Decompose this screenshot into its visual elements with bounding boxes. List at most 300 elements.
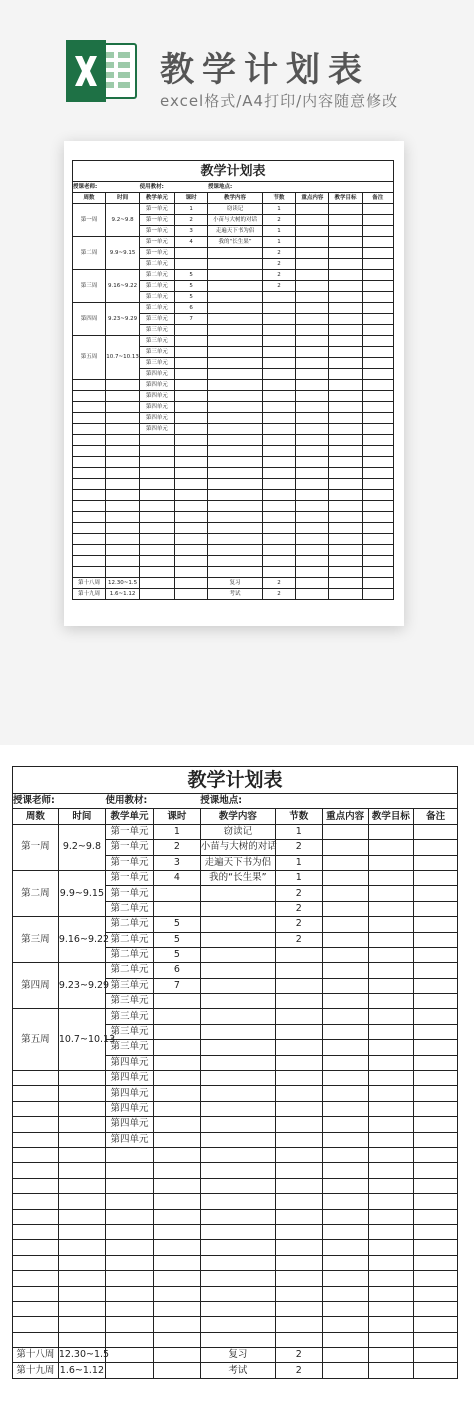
empty-cell (275, 1255, 322, 1270)
empty-cell (322, 870, 368, 885)
time-cell (106, 523, 140, 534)
unit-cell: 第一单元 (105, 870, 153, 885)
empty-cell (296, 325, 329, 336)
empty-cell (174, 490, 208, 501)
empty-cell (200, 1086, 275, 1101)
week-cell: 第十九周 (13, 1363, 59, 1378)
empty-cell (329, 369, 362, 380)
empty-cell (329, 490, 362, 501)
lessons-cell (262, 347, 296, 358)
content-cell (200, 963, 275, 978)
empty-cell (322, 1301, 368, 1316)
week-cell (73, 468, 106, 479)
content-cell: 复习 (208, 578, 262, 589)
lessons-cell (275, 947, 322, 962)
time-cell (106, 413, 140, 424)
empty-cell (296, 303, 329, 314)
time-cell (58, 1224, 105, 1239)
empty-cell (200, 1209, 275, 1224)
table-row (73, 578, 394, 589)
empty-cell (362, 589, 394, 600)
empty-cell (275, 1301, 322, 1316)
unit-cell: 第二单元 (140, 281, 175, 292)
empty-cell (414, 870, 458, 885)
content-cell (200, 1040, 275, 1055)
table-row (73, 490, 394, 501)
empty-cell (368, 870, 414, 885)
empty-cell (296, 435, 329, 446)
table-row (73, 380, 394, 391)
empty-cell (329, 435, 362, 446)
empty-cell (414, 840, 458, 855)
empty-cell (362, 446, 394, 457)
unit-cell: 第四单元 (140, 424, 175, 435)
empty-cell (296, 358, 329, 369)
empty-cell (368, 917, 414, 932)
table-row (73, 479, 394, 490)
empty-cell (414, 1209, 458, 1224)
unit-cell (140, 479, 175, 490)
content-cell (208, 325, 262, 336)
table-row (73, 446, 394, 457)
unit-cell: 第三单元 (140, 347, 175, 358)
week-cell: 第十九周 (73, 589, 106, 600)
empty-cell (200, 1071, 275, 1086)
time-cell: 10.7~10.13 (58, 1009, 105, 1071)
unit-cell: 第四单元 (105, 1055, 153, 1070)
lessons-cell (275, 963, 322, 978)
content-cell (200, 1009, 275, 1024)
empty-cell (296, 314, 329, 325)
textbook-label: 使用教材: (140, 182, 208, 193)
time-cell (106, 402, 140, 413)
empty-cell (275, 1132, 322, 1147)
empty-cell (368, 1194, 414, 1209)
unit-cell: 第二单元 (105, 947, 153, 962)
empty-cell (262, 402, 296, 413)
empty-cell (322, 1024, 368, 1039)
table-row (73, 567, 394, 578)
empty-cell (329, 215, 362, 226)
empty-cell (362, 457, 394, 468)
content-cell: 窃读记 (200, 824, 275, 839)
empty-cell (322, 978, 368, 993)
empty-cell (275, 1117, 322, 1132)
time-cell (58, 1086, 105, 1101)
empty-cell (362, 512, 394, 523)
hours-cell (174, 589, 208, 600)
empty-cell (322, 1101, 368, 1116)
empty-cell (322, 1086, 368, 1101)
empty-cell (362, 545, 394, 556)
unit-cell (140, 589, 175, 600)
week-cell (13, 1117, 59, 1132)
unit-cell: 第三单元 (140, 325, 175, 336)
unit-cell (140, 545, 175, 556)
content-cell (200, 1024, 275, 1039)
empty-cell (154, 1147, 201, 1162)
sheet-full (12, 766, 458, 1379)
empty-cell (414, 1101, 458, 1116)
lessons-cell: 2 (262, 259, 296, 270)
time-cell (58, 1332, 105, 1347)
week-cell (73, 512, 106, 523)
empty-cell (322, 886, 368, 901)
hours-cell (154, 901, 201, 916)
column-header: 课时 (174, 193, 208, 204)
empty-cell (368, 1240, 414, 1255)
empty-cell (368, 824, 414, 839)
time-cell (58, 1101, 105, 1116)
unit-cell: 第二单元 (105, 963, 153, 978)
content-cell (208, 314, 262, 325)
empty-cell (414, 886, 458, 901)
empty-cell (322, 901, 368, 916)
empty-cell (154, 1071, 201, 1086)
hours-cell: 7 (174, 314, 208, 325)
empty-cell (368, 1271, 414, 1286)
empty-cell (414, 1317, 458, 1332)
empty-cell (362, 413, 394, 424)
empty-cell (362, 325, 394, 336)
empty-cell (262, 501, 296, 512)
week-cell (73, 424, 106, 435)
empty-cell (329, 270, 362, 281)
empty-cell (275, 1086, 322, 1101)
time-cell (106, 457, 140, 468)
empty-cell (329, 248, 362, 259)
time-cell (58, 1286, 105, 1301)
unit-cell: 第一单元 (140, 215, 175, 226)
table-row (73, 457, 394, 468)
week-cell (73, 523, 106, 534)
time-cell (58, 1317, 105, 1332)
unit-cell: 第三单元 (105, 1040, 153, 1055)
empty-cell (296, 545, 329, 556)
location-label: 授课地点: (208, 182, 394, 193)
empty-cell (329, 391, 362, 402)
unit-cell: 第三单元 (105, 1024, 153, 1039)
empty-cell (154, 1286, 201, 1301)
content-cell (208, 347, 262, 358)
empty-cell (414, 1178, 458, 1193)
empty-cell (296, 567, 329, 578)
empty-cell (208, 435, 262, 446)
empty-cell (414, 1055, 458, 1070)
location-label: 授课地点: (200, 794, 457, 809)
table-row (13, 1286, 458, 1301)
hours-cell (174, 369, 208, 380)
empty-cell (322, 1071, 368, 1086)
unit-cell: 第四单元 (140, 391, 175, 402)
empty-cell (414, 1332, 458, 1347)
empty-cell (368, 840, 414, 855)
time-cell (58, 1194, 105, 1209)
empty-cell (362, 336, 394, 347)
empty-cell (296, 534, 329, 545)
column-header: 重点内容 (296, 193, 329, 204)
hours-cell: 4 (154, 870, 201, 885)
column-header: 教学内容 (208, 193, 262, 204)
week-cell: 第二周 (13, 870, 59, 916)
empty-cell (154, 1132, 201, 1147)
lessons-cell (275, 1024, 322, 1039)
empty-cell (414, 1132, 458, 1147)
empty-cell (362, 369, 394, 380)
empty-cell (262, 545, 296, 556)
empty-cell (154, 1240, 201, 1255)
empty-cell (208, 413, 262, 424)
empty-cell (368, 1147, 414, 1162)
empty-cell (368, 1255, 414, 1270)
content-cell (208, 259, 262, 270)
week-cell (13, 1317, 59, 1332)
empty-cell (329, 259, 362, 270)
unit-cell: 第二单元 (140, 303, 175, 314)
empty-cell (296, 402, 329, 413)
empty-cell (296, 391, 329, 402)
column-header: 时间 (106, 193, 140, 204)
empty-cell (329, 347, 362, 358)
content-cell: 考试 (208, 589, 262, 600)
hours-cell: 6 (174, 303, 208, 314)
week-cell (73, 402, 106, 413)
week-cell (13, 1255, 59, 1270)
hours-cell: 5 (174, 281, 208, 292)
empty-cell (322, 1194, 368, 1209)
table-row (13, 1086, 458, 1101)
table-row (13, 1317, 458, 1332)
empty-cell (174, 512, 208, 523)
time-cell: 9.16~9.22 (58, 917, 105, 963)
empty-cell (368, 1009, 414, 1024)
time-cell (106, 424, 140, 435)
empty-cell (154, 1101, 201, 1116)
empty-cell (275, 1194, 322, 1209)
hours-cell (174, 347, 208, 358)
column-header: 课时 (154, 809, 201, 824)
hours-cell: 5 (174, 292, 208, 303)
empty-cell (368, 1178, 414, 1193)
column-header: 节数 (275, 809, 322, 824)
lessons-cell: 1 (275, 870, 322, 885)
empty-cell (296, 259, 329, 270)
empty-cell (296, 215, 329, 226)
unit-cell (140, 468, 175, 479)
empty-cell (174, 534, 208, 545)
empty-cell (174, 413, 208, 424)
hours-cell (154, 994, 201, 1009)
table-row (13, 824, 458, 839)
banner-subtitle: excel格式/A4打印/内容随意修改 (160, 92, 399, 110)
empty-cell (368, 1301, 414, 1316)
unit-cell: 第二单元 (105, 917, 153, 932)
column-header: 教学目标 (329, 193, 362, 204)
empty-cell (322, 855, 368, 870)
empty-cell (362, 314, 394, 325)
teacher-label: 授课老师: (73, 182, 140, 193)
empty-cell (368, 947, 414, 962)
empty-cell (414, 1024, 458, 1039)
empty-cell (200, 1332, 275, 1347)
empty-cell (262, 534, 296, 545)
unit-cell: 第二单元 (140, 259, 175, 270)
empty-cell (414, 901, 458, 916)
week-cell (13, 1163, 59, 1178)
week-cell (73, 380, 106, 391)
empty-cell (154, 1209, 201, 1224)
empty-cell (368, 1117, 414, 1132)
hours-cell (154, 1040, 201, 1055)
time-cell: 9.9~9.15 (58, 870, 105, 916)
empty-cell (329, 380, 362, 391)
empty-cell (322, 1224, 368, 1239)
empty-cell (275, 1317, 322, 1332)
content-cell (200, 917, 275, 932)
table-row (73, 237, 394, 248)
unit-cell: 第二单元 (140, 270, 175, 281)
empty-cell (322, 1055, 368, 1070)
empty-cell (414, 1286, 458, 1301)
empty-cell (362, 292, 394, 303)
week-cell (73, 457, 106, 468)
empty-cell (154, 1271, 201, 1286)
time-cell (58, 1117, 105, 1132)
content-cell (208, 281, 262, 292)
empty-cell (362, 347, 394, 358)
empty-cell (296, 512, 329, 523)
time-cell (58, 1240, 105, 1255)
time-cell (58, 1163, 105, 1178)
unit-cell: 第一单元 (140, 204, 175, 215)
empty-cell (208, 523, 262, 534)
table-row (73, 545, 394, 556)
empty-cell (200, 1255, 275, 1270)
empty-cell (322, 963, 368, 978)
empty-cell (414, 978, 458, 993)
empty-cell (174, 523, 208, 534)
empty-cell (296, 479, 329, 490)
column-header: 时间 (58, 809, 105, 824)
unit-cell: 第三单元 (140, 336, 175, 347)
lessons-cell: 2 (275, 886, 322, 901)
empty-cell (414, 824, 458, 839)
content-cell (200, 994, 275, 1009)
empty-cell (362, 490, 394, 501)
time-cell (58, 1147, 105, 1162)
empty-cell (208, 512, 262, 523)
empty-cell (329, 479, 362, 490)
empty-cell (362, 248, 394, 259)
lessons-cell (275, 1055, 322, 1070)
empty-cell (414, 1194, 458, 1209)
unit-cell (140, 446, 175, 457)
week-cell (73, 413, 106, 424)
table-row (13, 870, 458, 885)
empty-cell (154, 1301, 201, 1316)
empty-cell (414, 917, 458, 932)
unit-cell (140, 501, 175, 512)
empty-cell (329, 556, 362, 567)
table-row (13, 1147, 458, 1162)
hours-cell: 5 (154, 947, 201, 962)
empty-cell (368, 1024, 414, 1039)
lessons-cell (262, 314, 296, 325)
unit-cell: 第一单元 (105, 886, 153, 901)
empty-cell (208, 402, 262, 413)
content-cell (200, 886, 275, 901)
empty-cell (368, 1132, 414, 1147)
content-cell (208, 358, 262, 369)
time-cell (58, 1301, 105, 1316)
empty-cell (329, 237, 362, 248)
hours-cell (174, 336, 208, 347)
table-row (13, 1348, 458, 1363)
empty-cell (362, 501, 394, 512)
empty-cell (200, 1147, 275, 1162)
unit-cell (105, 1178, 153, 1193)
table-row (13, 1255, 458, 1270)
empty-cell (208, 391, 262, 402)
hours-cell (174, 358, 208, 369)
unit-cell (105, 1332, 153, 1347)
hours-cell: 1 (154, 824, 201, 839)
empty-cell (362, 204, 394, 215)
empty-cell (362, 358, 394, 369)
hours-cell: 7 (154, 978, 201, 993)
lessons-cell: 2 (262, 215, 296, 226)
empty-cell (329, 413, 362, 424)
week-cell (73, 556, 106, 567)
hours-cell (174, 325, 208, 336)
lessons-cell (262, 325, 296, 336)
empty-cell (322, 1286, 368, 1301)
empty-cell (296, 281, 329, 292)
lessons-cell: 1 (262, 226, 296, 237)
sheet-preview (64, 141, 404, 626)
empty-cell (174, 468, 208, 479)
plan-table (72, 160, 394, 600)
week-cell (73, 567, 106, 578)
unit-cell: 第二单元 (105, 932, 153, 947)
empty-cell (208, 468, 262, 479)
empty-cell (154, 1194, 201, 1209)
empty-cell (322, 1255, 368, 1270)
lessons-cell: 1 (262, 204, 296, 215)
content-cell (208, 336, 262, 347)
plan-table (12, 766, 458, 1379)
empty-cell (362, 567, 394, 578)
empty-cell (368, 932, 414, 947)
column-header: 备注 (414, 809, 458, 824)
empty-cell (368, 901, 414, 916)
empty-cell (200, 1317, 275, 1332)
unit-cell (105, 1224, 153, 1239)
hours-cell (174, 259, 208, 270)
content-cell (200, 932, 275, 947)
hours-cell: 3 (154, 855, 201, 870)
week-cell (73, 435, 106, 446)
empty-cell (262, 468, 296, 479)
empty-cell (208, 424, 262, 435)
hours-cell: 1 (174, 204, 208, 215)
empty-cell (329, 523, 362, 534)
empty-cell (368, 1363, 414, 1378)
unit-cell: 第四单元 (105, 1101, 153, 1116)
unit-cell (140, 435, 175, 446)
empty-cell (275, 1209, 322, 1224)
time-cell (106, 556, 140, 567)
